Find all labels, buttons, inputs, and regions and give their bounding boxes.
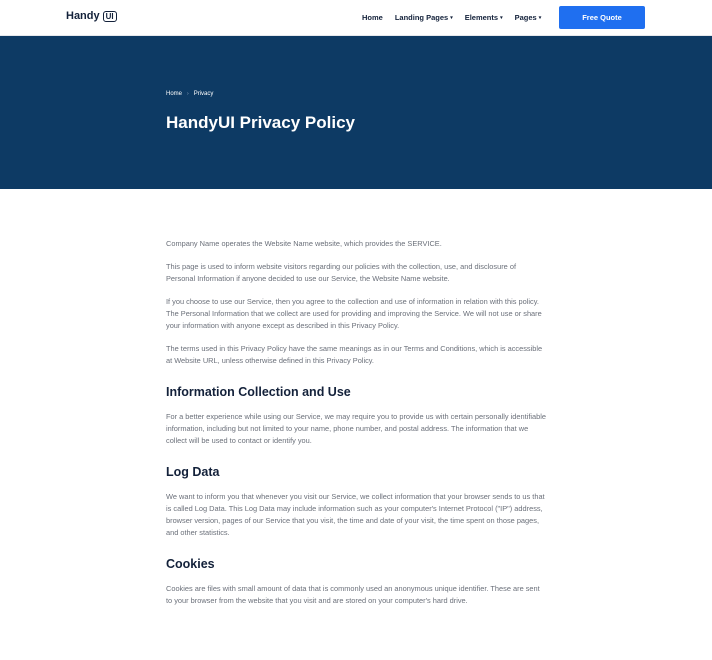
nav-elements-label: Elements (464, 13, 499, 22)
nav-home[interactable] (362, 13, 383, 22)
policy-content (166, 238, 546, 618)
free-quote-button[interactable]: Free Quote (559, 6, 645, 29)
nav-landing-pages-label: Landing Pages (394, 13, 449, 22)
section-heading: Log Data (166, 465, 220, 479)
nav-pages-label: Pages (514, 13, 537, 22)
chevron-down-icon: ▾ (450, 14, 453, 21)
page-title: HandyUI Privacy Policy (166, 113, 355, 132)
hero-banner (0, 36, 712, 189)
chevron-down-icon: ▾ (538, 14, 542, 21)
navbar (0, 0, 712, 36)
breadcrumb-home[interactable]: Home (166, 91, 183, 97)
brand-logo[interactable] (66, 10, 117, 22)
section-paragraph: Cookies are files with small amount of data that is commonly used an anonymous unique identifier. These are sent to your browser from the website that you visit and are stored on your computer's hard drive. (166, 584, 540, 605)
section-paragraph: For a better experience while using our Service, we may require you to provide us with certain personally identifiable information, including but not limited to your name, phone number, and postal address. The information that we collect will be used to contact or identify you. (166, 412, 546, 445)
breadcrumb (166, 91, 213, 97)
chevron-down-icon: ▾ (500, 14, 503, 21)
section-heading: Information Collection and Use (166, 385, 351, 399)
breadcrumb-current: Privacy (193, 91, 214, 97)
brand-name: Handy (66, 10, 100, 22)
breadcrumb-separator-icon: › (187, 91, 189, 97)
section-heading: Cookies (166, 557, 215, 571)
nav-landing-pages[interactable] (395, 13, 453, 22)
nav-elements[interactable] (465, 13, 503, 22)
intro-paragraph: This page is used to inform website visitors regarding our policies with the collection, use, and disclosure of Personal Information if anyone decided to use our Service, the Website Name website. (166, 262, 516, 283)
intro-paragraph: The terms used in this Privacy Policy have the same meanings as in our Terms and Conditions, which is accessible at Website URL, unless otherwise defined in this Privacy Policy. (166, 344, 543, 365)
nav-home-label: Home (362, 13, 383, 22)
nav-pages[interactable] (515, 13, 542, 22)
brand-logo-box: UI (103, 11, 117, 22)
intro-paragraph: If you choose to use our Service, then you agree to the collection and use of information in relation with this policy. The Personal Information that we collect are used for providing and improving the Service. We will not use or share your information with anyone except as described in this Privacy Policy. (166, 297, 542, 330)
nav-menu (362, 13, 553, 22)
section-paragraph: We want to inform you that whenever you visit our Service, we collect information that your browser sends to us that is called Log Data. This Log Data may include information such as your computer's Internet Protocol ("IP") address, browser version, pages of our Service that you visit, the time and date of your visit, the time spent on those pages, and other statistics. (166, 492, 545, 537)
intro-paragraph: Company Name operates the Website Name website, which provides the SERVICE. (166, 239, 442, 248)
